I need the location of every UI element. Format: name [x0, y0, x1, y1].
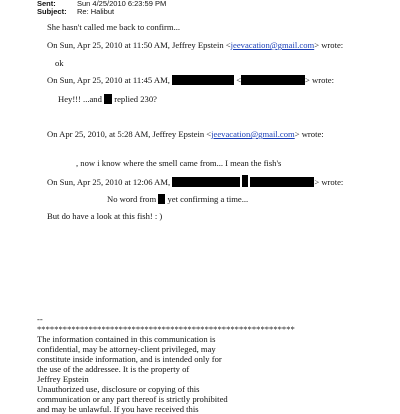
quote-header-1145-suffix: > wrote:	[305, 75, 334, 85]
disclaimer-line: and may be unlawful. If you have received this	[37, 404, 199, 414]
redaction-box	[158, 194, 165, 204]
disclaimer-line: confidential, may be attorney-client privileged, may	[37, 344, 216, 354]
quote-header-1150-suffix: > wrote:	[314, 40, 344, 50]
disclaimer	[37, 314, 295, 414]
quote-header-1145-mid: <	[236, 75, 242, 85]
disclaimer-line: communication or any part thereof is strictly prohibited	[37, 394, 228, 404]
body-line-noword	[107, 194, 248, 204]
replied-text: replied 230?	[114, 94, 157, 104]
hey-text: Hey!!! ...and	[58, 94, 102, 104]
quote-header-0528	[47, 129, 324, 139]
body-line-hey	[58, 94, 157, 104]
redaction-box	[250, 177, 314, 187]
email-link[interactable]: jeevacation@gmail.com	[211, 129, 295, 139]
subject-row	[37, 8, 114, 16]
redaction-box	[172, 177, 240, 187]
redaction-box	[104, 94, 112, 104]
redaction-box	[242, 175, 248, 187]
quote-header-1145	[47, 75, 334, 85]
body-line-smell: , now i know where the smell came from... I mean the fish's	[76, 158, 282, 168]
subject-value: Re: Halibut	[77, 7, 115, 16]
no-word-text: No word from	[107, 194, 157, 204]
subject-label: Subject:	[37, 7, 67, 16]
body-line-1: She hasn't called me back to confirm...	[47, 22, 181, 32]
sent-value: Sun 4/25/2010 6:23:59 PM	[77, 0, 167, 8]
quote-header-1206	[47, 175, 343, 187]
disclaimer-line: the use of the addressee. It is the property of	[37, 364, 190, 374]
signature-dashes: --	[37, 314, 43, 324]
email-link[interactable]: jeevacation@gmail.com	[230, 40, 315, 50]
quote-header-1206-suffix: > wrote:	[314, 177, 344, 187]
confirming-text: yet confirming a time...	[167, 194, 249, 204]
body-line-fish: But do have a look at this fish! : )	[47, 211, 163, 221]
disclaimer-line: constitute inside information, and is intended only for	[37, 354, 222, 364]
disclaimer-line: The information contained in this communication is	[37, 334, 216, 344]
quote-header-1206-prefix: On Sun, Apr 25, 2010 at 12:06 AM,	[47, 177, 171, 187]
quote-header-1150	[47, 40, 343, 50]
redaction-box	[241, 75, 305, 85]
quote-header-0528-prefix: On Apr 25, 2010, at 5:28 AM, Jeffrey Epstein <	[47, 129, 212, 139]
disclaimer-line: Jeffrey Epstein	[37, 374, 89, 384]
disclaimer-line: Unauthorized use, disclosure or copying of this	[37, 384, 200, 394]
redaction-box	[172, 75, 234, 85]
quote-header-1150-prefix: On Sun, Apr 25, 2010 at 11:50 AM, Jeffrey Epstein <	[47, 40, 231, 50]
sent-label: Sent:	[37, 0, 56, 8]
body-line-ok: ok	[55, 58, 64, 68]
star-divider: ************************************************************	[37, 324, 295, 334]
quote-header-1145-prefix: On Sun, Apr 25, 2010 at 11:45 AM,	[47, 75, 170, 85]
quote-header-0528-suffix: > wrote:	[294, 129, 324, 139]
